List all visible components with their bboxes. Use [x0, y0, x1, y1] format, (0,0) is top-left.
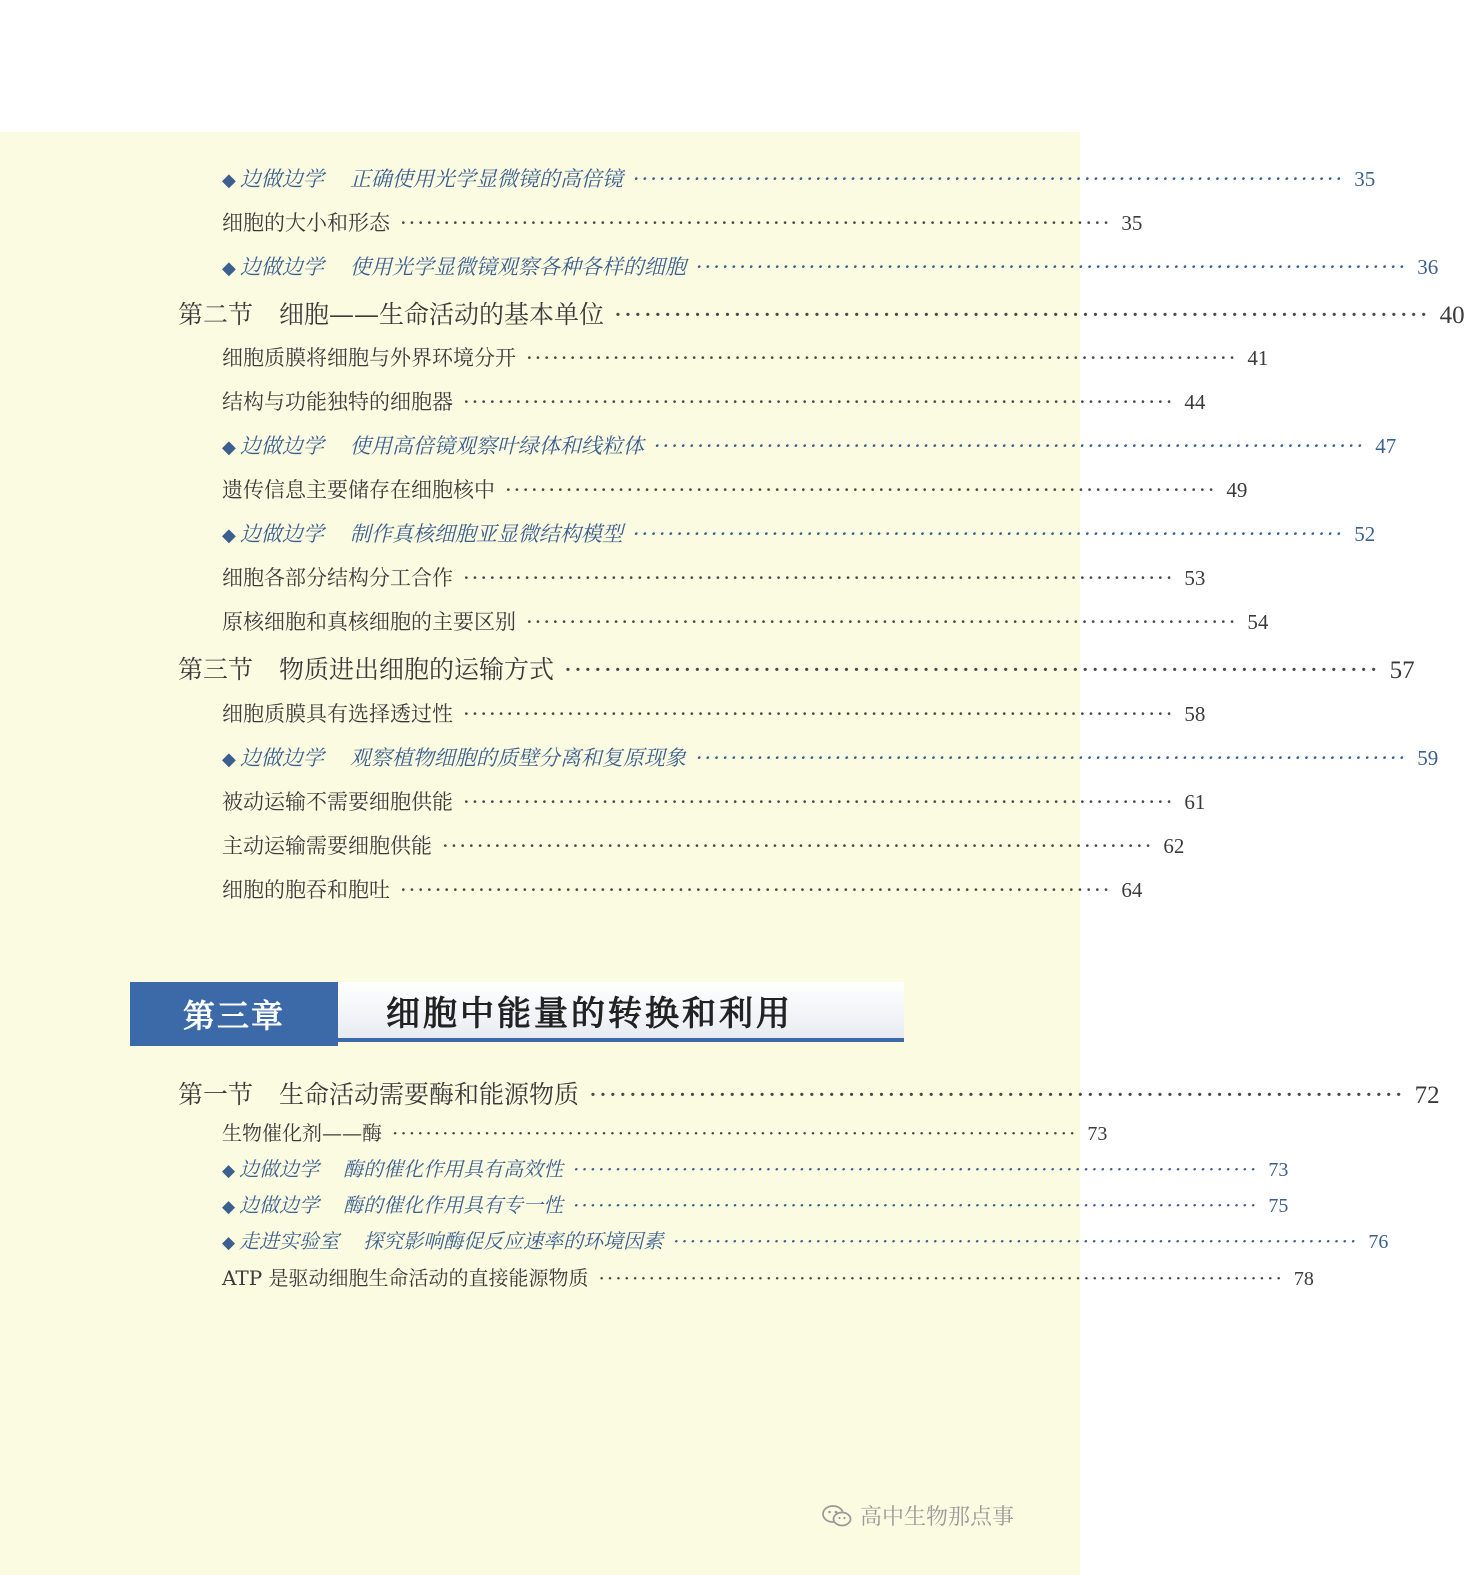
toc-entry: [178, 650, 1415, 686]
toc-entry-title: 主动运输需要细胞供能: [222, 834, 432, 858]
page-number: 64: [1121, 878, 1143, 902]
toc-entry-label: [222, 163, 623, 193]
toc-entry-title: 使用高倍镜观察叶绿体和线粒体: [349, 434, 644, 458]
toc-entry-label: [222, 1262, 589, 1291]
toc-entry-title: 被动运输不需要细胞供能: [222, 790, 453, 814]
toc-entry-title: 使用光学显微镜观察各种各样的细胞: [349, 255, 686, 279]
toc-entry-label: [222, 1117, 382, 1146]
activity-tag: 边做边学: [239, 434, 324, 458]
dot-leader: ··················································································: [653, 434, 1366, 458]
diamond-bullet-icon: ◆: [222, 170, 236, 191]
page-number: 36: [1417, 255, 1439, 279]
activity-tag: 边做边学: [239, 522, 324, 546]
toc-entry-title: 探究影响酶促反应速率的环境因素: [363, 1229, 664, 1253]
page-number: 35: [1354, 167, 1376, 191]
toc-entry: [222, 207, 1143, 237]
toc-entry-title: 细胞的大小和形态: [222, 211, 390, 235]
toc-entry-label: [222, 606, 516, 636]
toc-entry-label: [222, 874, 390, 904]
toc-entry: [222, 430, 1397, 460]
page-number: 73: [1268, 1159, 1289, 1181]
page-number: 53: [1184, 566, 1206, 590]
toc-entry: [222, 1262, 1314, 1291]
toc-entry-title: 物质进出细胞的运输方式: [279, 655, 555, 684]
activity-tag: 边做边学: [239, 255, 324, 279]
toc-entry-title: 细胞的胞吞和胞吐: [222, 878, 390, 902]
section-number: 第二节: [178, 300, 254, 329]
dot-leader: ··················································································: [673, 1229, 1359, 1253]
dot-leader: ··················································································: [400, 878, 1112, 902]
dot-leader: ··················································································: [598, 1266, 1284, 1290]
page-number: 76: [1368, 1231, 1389, 1253]
toc-entry-label: [222, 1225, 663, 1254]
toc-entry-label: [222, 1153, 563, 1182]
dot-leader: ··················································································: [589, 1080, 1405, 1109]
page-number: 59: [1417, 746, 1439, 770]
dot-leader: ··················································································: [505, 478, 1217, 502]
toc-entry: [222, 830, 1185, 860]
toc-entry: [222, 606, 1269, 636]
toc-entry: [178, 1075, 1440, 1111]
page-number: 73: [1087, 1123, 1108, 1145]
toc-entry-label: [178, 1075, 579, 1111]
page-number: 62: [1163, 834, 1185, 858]
toc-entry: [222, 1189, 1289, 1218]
toc-entry-title: 结构与功能独特的细胞器: [222, 390, 453, 414]
dot-leader: ··················································································: [526, 610, 1238, 634]
page-number: 57: [1389, 657, 1415, 684]
section-number: 第三节: [178, 655, 254, 684]
activity-tag: 走进实验室: [239, 1229, 340, 1253]
chapter-banner: [130, 982, 904, 1046]
dot-leader: ··················································································: [400, 211, 1112, 235]
toc-entry-label: [178, 295, 604, 331]
page-number: 35: [1121, 211, 1143, 235]
toc-entry-label: [222, 342, 516, 372]
toc-entry-title: 原核细胞和真核细胞的主要区别: [222, 610, 516, 634]
page-number: 75: [1268, 1195, 1289, 1217]
wechat-icon: [822, 1504, 852, 1528]
diamond-bullet-icon: ◆: [222, 525, 236, 546]
page-number: 44: [1184, 390, 1206, 414]
toc-entry-label: [178, 650, 554, 686]
dot-leader: ··················································································: [463, 702, 1175, 726]
diamond-bullet-icon: ◆: [222, 1161, 236, 1181]
diamond-bullet-icon: ◆: [222, 258, 236, 279]
toc-entry-label: [222, 1189, 563, 1218]
dot-leader: ··················································································: [463, 790, 1175, 814]
dot-leader: ··················································································: [632, 522, 1345, 546]
toc-entry-label: [222, 430, 644, 460]
toc-entry-label: [222, 786, 453, 816]
page-number: 58: [1184, 702, 1206, 726]
dot-leader: ··················································································: [614, 300, 1430, 329]
activity-tag: 边做边学: [239, 167, 324, 191]
toc-entry: [178, 295, 1465, 331]
toc-entry-label: [222, 562, 453, 592]
activity-tag: 边做边学: [239, 1193, 320, 1217]
toc-entry-label: [222, 474, 495, 504]
chapter-title: 细胞中能量的转换和利用: [338, 982, 904, 1042]
toc-entry-title: 制作真核细胞亚显微结构模型: [349, 522, 623, 546]
activity-tag: 边做边学: [239, 1157, 320, 1181]
toc-entry: [222, 518, 1376, 548]
toc-entry-title: 生物催化剂——酶: [222, 1121, 382, 1145]
toc-entry: [222, 342, 1269, 372]
page-number: 78: [1293, 1268, 1314, 1290]
toc-entry-title: ATP 是驱动细胞生命活动的直接能源物质: [222, 1266, 589, 1290]
toc-entry-label: [222, 518, 623, 548]
toc-entry: [222, 742, 1439, 772]
toc-entry-title: 生命活动需要酶和能源物质: [279, 1080, 580, 1109]
toc-entry-title: 正确使用光学显微镜的高倍镜: [349, 167, 623, 191]
watermark: [822, 1500, 1014, 1531]
page-number: 49: [1226, 478, 1248, 502]
toc-entry-label: [222, 207, 390, 237]
diamond-bullet-icon: ◆: [222, 1233, 236, 1253]
toc-entry: [222, 474, 1248, 504]
section-number: 第一节: [178, 1080, 254, 1109]
page-number: 41: [1247, 346, 1269, 370]
toc-entry: [222, 1153, 1289, 1182]
dot-leader: ··················································································: [463, 390, 1175, 414]
toc-entry-label: [222, 386, 453, 416]
dot-leader: ··················································································: [564, 655, 1380, 684]
diamond-bullet-icon: ◆: [222, 1197, 236, 1217]
toc-entry: [222, 1117, 1108, 1146]
toc-entry-title: 细胞质膜将细胞与外界环境分开: [222, 346, 516, 370]
page-number: 40: [1439, 302, 1465, 329]
activity-tag: 边做边学: [239, 746, 324, 770]
toc-entry-title: 细胞质膜具有选择透过性: [222, 702, 453, 726]
dot-leader: ··················································································: [442, 834, 1154, 858]
toc-entry-label: [222, 698, 453, 728]
page-number: 72: [1414, 1082, 1440, 1109]
toc-entry: [222, 1225, 1389, 1254]
page-number: 52: [1354, 522, 1376, 546]
toc-entry-label: [222, 742, 686, 772]
toc-entry-title: 细胞——生命活动的基本单位: [279, 300, 605, 329]
page-number: 54: [1247, 610, 1269, 634]
dot-leader: ··················································································: [573, 1157, 1259, 1181]
toc-entry-title: 观察植物细胞的质壁分离和复原现象: [349, 746, 686, 770]
toc-entry: [222, 874, 1143, 904]
dot-leader: ··················································································: [463, 566, 1175, 590]
toc-entry: [222, 698, 1206, 728]
toc-entry: [222, 386, 1206, 416]
toc-entry-label: [222, 251, 686, 281]
page-number: 61: [1184, 790, 1206, 814]
dot-leader: ··················································································: [695, 255, 1408, 279]
toc-entry-title: 细胞各部分结构分工合作: [222, 566, 453, 590]
watermark-text: 高中生物那点事: [860, 1505, 1015, 1530]
dot-leader: ··················································································: [392, 1121, 1078, 1145]
chapter-number: 第三章: [130, 982, 338, 1046]
dot-leader: ··················································································: [526, 346, 1238, 370]
page-number: 47: [1375, 434, 1397, 458]
toc-entry-title: 酶的催化作用具有高效性: [343, 1157, 564, 1181]
toc-entry: [222, 251, 1439, 281]
toc-entry: [222, 163, 1376, 193]
toc-entry-title: 酶的催化作用具有专一性: [343, 1193, 564, 1217]
toc-entry-title: 遗传信息主要储存在细胞核中: [222, 478, 495, 502]
toc-entry: [222, 786, 1206, 816]
toc-entry: [222, 562, 1206, 592]
toc-entry-label: [222, 830, 432, 860]
dot-leader: ··················································································: [695, 746, 1408, 770]
diamond-bullet-icon: ◆: [222, 437, 236, 458]
diamond-bullet-icon: ◆: [222, 749, 236, 770]
dot-leader: ··················································································: [573, 1193, 1259, 1217]
dot-leader: ··················································································: [632, 167, 1345, 191]
